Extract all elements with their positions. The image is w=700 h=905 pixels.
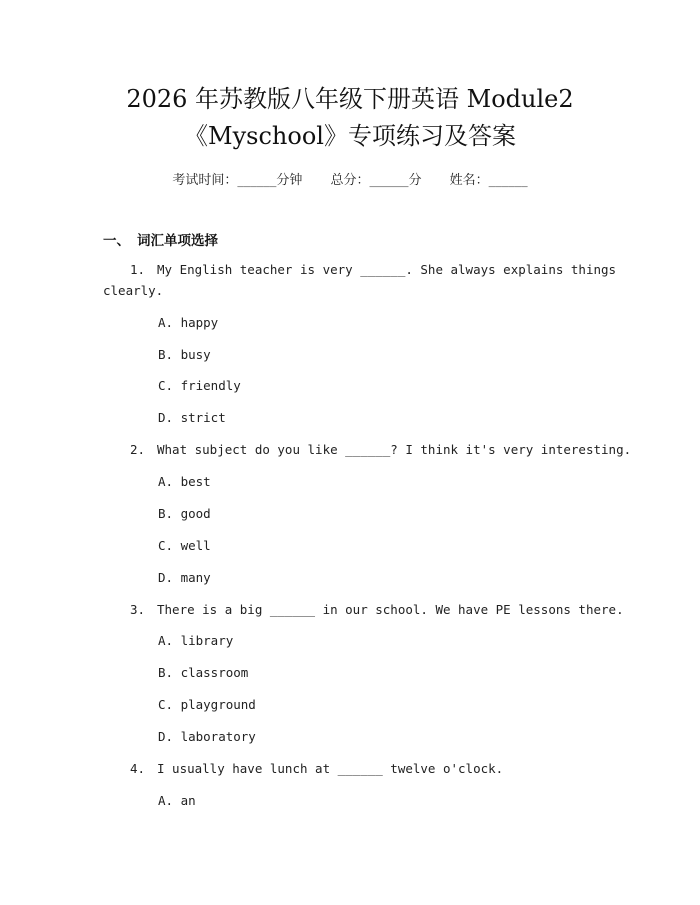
option-1b: B. busy: [158, 347, 211, 362]
question-2: [130, 442, 632, 457]
option-3d: D. laboratory: [158, 729, 256, 744]
option-2c: C. well: [158, 538, 211, 553]
document-title-line-1: 2026 年苏教版八年级下册英语 Module2: [126, 85, 574, 113]
question-number: 4.: [130, 761, 146, 776]
question-text: There is a big ______ in our school. We have PE lessons there.: [157, 602, 624, 617]
option-1a: A. happy: [158, 315, 219, 330]
section-number: 一、: [103, 233, 130, 249]
option-3c: C. playground: [158, 697, 256, 712]
question-4: [130, 761, 590, 776]
option-4a: A. an: [158, 793, 196, 808]
question-number: 1.: [130, 262, 146, 277]
section-heading: [103, 229, 218, 249]
question-3: [130, 602, 624, 617]
document-title-line-2: 《Myschool》专项练习及答案: [184, 122, 516, 150]
option-3b: B. classroom: [158, 665, 249, 680]
option-1d: D. strict: [158, 410, 226, 425]
student-name-field: 姓名：______: [449, 173, 528, 188]
section-title: 词汇单项选择: [137, 233, 218, 249]
question-number: 3.: [130, 602, 146, 617]
option-2a: A. best: [158, 474, 211, 489]
option-3a: A. library: [158, 633, 234, 648]
question-1: [130, 262, 617, 277]
total-score-field: 总分：______分: [330, 173, 422, 188]
question-text: What subject do you like ______? I think it's very interesting.: [157, 442, 632, 457]
question-text: I usually have lunch at ______ twelve o'clock.: [157, 761, 504, 776]
exam-info-row: [0, 169, 700, 188]
question-text: My English teacher is very ______. She always explains things: [157, 262, 617, 277]
exam-time-field: 考试时间：______分钟: [172, 173, 303, 188]
question-1-continuation: clearly.: [103, 283, 164, 298]
option-2b: B. good: [158, 506, 211, 521]
option-2d: D. many: [158, 570, 211, 585]
option-1c: C. friendly: [158, 378, 241, 393]
question-number: 2.: [130, 442, 146, 457]
